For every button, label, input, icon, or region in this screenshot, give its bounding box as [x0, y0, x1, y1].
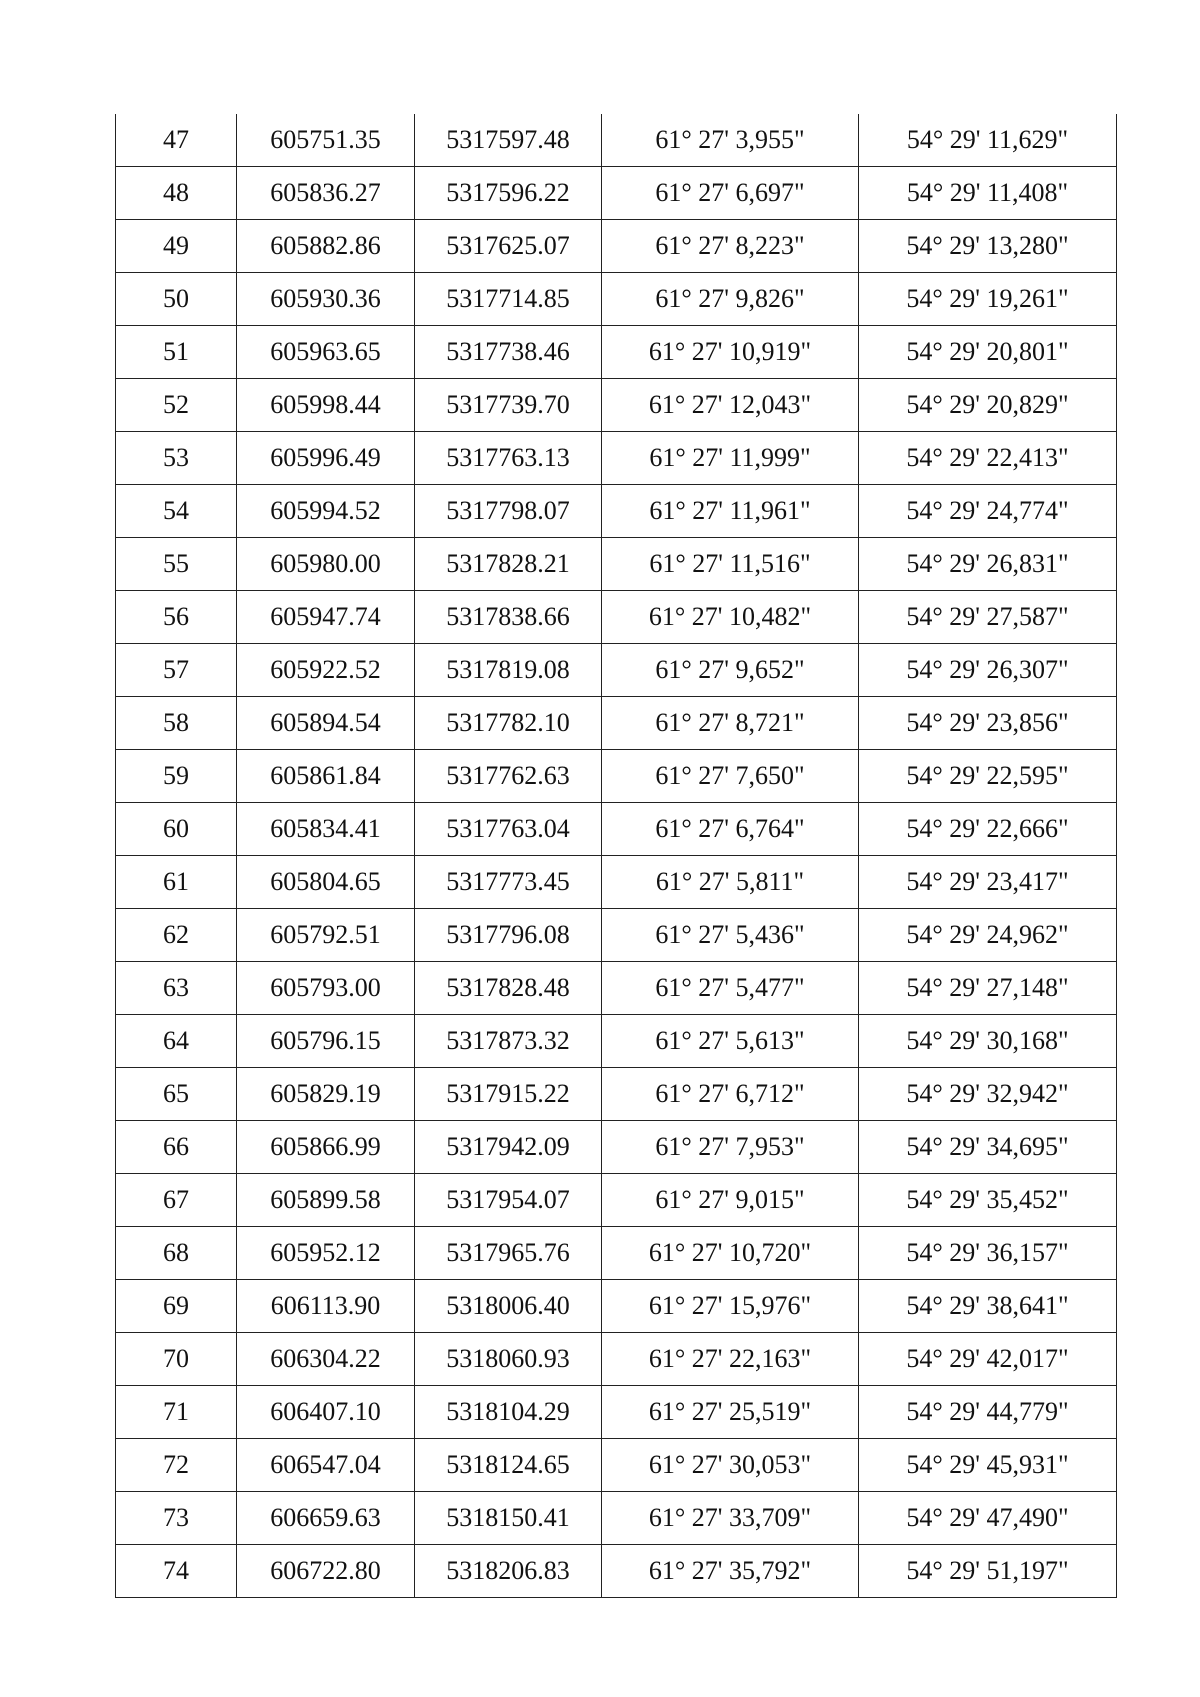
latitude-cell: 54° 29' 27,587" [859, 591, 1117, 644]
y-coordinate-cell: 5317738.46 [415, 326, 602, 379]
longitude-cell: 61° 27' 6,697" [602, 167, 859, 220]
longitude-cell: 61° 27' 6,712" [602, 1068, 859, 1121]
latitude-cell: 54° 29' 47,490" [859, 1492, 1117, 1545]
point-number-cell: 48 [116, 167, 237, 220]
y-coordinate-cell: 5317796.08 [415, 909, 602, 962]
y-coordinate-cell: 5317739.70 [415, 379, 602, 432]
longitude-cell: 61° 27' 6,764" [602, 803, 859, 856]
latitude-cell: 54° 29' 44,779" [859, 1386, 1117, 1439]
latitude-cell: 54° 29' 11,408" [859, 167, 1117, 220]
x-coordinate-cell: 605796.15 [237, 1015, 415, 1068]
longitude-cell: 61° 27' 11,961" [602, 485, 859, 538]
point-number-cell: 64 [116, 1015, 237, 1068]
longitude-cell: 61° 27' 5,811" [602, 856, 859, 909]
x-coordinate-cell: 605804.65 [237, 856, 415, 909]
coordinates-table [115, 114, 1117, 1598]
point-number-cell: 67 [116, 1174, 237, 1227]
table-row [116, 1068, 1117, 1121]
longitude-cell: 61° 27' 5,436" [602, 909, 859, 962]
table-row [116, 326, 1117, 379]
y-coordinate-cell: 5317965.76 [415, 1227, 602, 1280]
table-row [116, 856, 1117, 909]
table-row [116, 1492, 1117, 1545]
x-coordinate-cell: 605994.52 [237, 485, 415, 538]
y-coordinate-cell: 5317954.07 [415, 1174, 602, 1227]
y-coordinate-cell: 5317915.22 [415, 1068, 602, 1121]
table-row [116, 803, 1117, 856]
point-number-cell: 57 [116, 644, 237, 697]
x-coordinate-cell: 605793.00 [237, 962, 415, 1015]
latitude-cell: 54° 29' 22,595" [859, 750, 1117, 803]
x-coordinate-cell: 605861.84 [237, 750, 415, 803]
point-number-cell: 49 [116, 220, 237, 273]
y-coordinate-cell: 5317762.63 [415, 750, 602, 803]
point-number-cell: 56 [116, 591, 237, 644]
table-row [116, 432, 1117, 485]
longitude-cell: 61° 27' 10,919" [602, 326, 859, 379]
longitude-cell: 61° 27' 5,477" [602, 962, 859, 1015]
longitude-cell: 61° 27' 10,482" [602, 591, 859, 644]
latitude-cell: 54° 29' 20,829" [859, 379, 1117, 432]
latitude-cell: 54° 29' 38,641" [859, 1280, 1117, 1333]
x-coordinate-cell: 605996.49 [237, 432, 415, 485]
longitude-cell: 61° 27' 5,613" [602, 1015, 859, 1068]
latitude-cell: 54° 29' 32,942" [859, 1068, 1117, 1121]
x-coordinate-cell: 605894.54 [237, 697, 415, 750]
y-coordinate-cell: 5317942.09 [415, 1121, 602, 1174]
latitude-cell: 54° 29' 13,280" [859, 220, 1117, 273]
table-row [116, 909, 1117, 962]
point-number-cell: 74 [116, 1545, 237, 1598]
point-number-cell: 50 [116, 273, 237, 326]
longitude-cell: 61° 27' 10,720" [602, 1227, 859, 1280]
longitude-cell: 61° 27' 7,650" [602, 750, 859, 803]
y-coordinate-cell: 5317819.08 [415, 644, 602, 697]
x-coordinate-cell: 605866.99 [237, 1121, 415, 1174]
y-coordinate-cell: 5317597.48 [415, 114, 602, 167]
x-coordinate-cell: 606722.80 [237, 1545, 415, 1598]
y-coordinate-cell: 5317873.32 [415, 1015, 602, 1068]
table-row [116, 485, 1117, 538]
latitude-cell: 54° 29' 23,417" [859, 856, 1117, 909]
x-coordinate-cell: 605836.27 [237, 167, 415, 220]
x-coordinate-cell: 606407.10 [237, 1386, 415, 1439]
longitude-cell: 61° 27' 9,652" [602, 644, 859, 697]
point-number-cell: 61 [116, 856, 237, 909]
latitude-cell: 54° 29' 22,666" [859, 803, 1117, 856]
x-coordinate-cell: 606113.90 [237, 1280, 415, 1333]
longitude-cell: 61° 27' 15,976" [602, 1280, 859, 1333]
point-number-cell: 62 [116, 909, 237, 962]
point-number-cell: 58 [116, 697, 237, 750]
latitude-cell: 54° 29' 22,413" [859, 432, 1117, 485]
y-coordinate-cell: 5318104.29 [415, 1386, 602, 1439]
table-row [116, 220, 1117, 273]
longitude-cell: 61° 27' 12,043" [602, 379, 859, 432]
table-row [116, 1015, 1117, 1068]
latitude-cell: 54° 29' 36,157" [859, 1227, 1117, 1280]
table-row [116, 1386, 1117, 1439]
x-coordinate-cell: 605930.36 [237, 273, 415, 326]
latitude-cell: 54° 29' 30,168" [859, 1015, 1117, 1068]
longitude-cell: 61° 27' 22,163" [602, 1333, 859, 1386]
table-row [116, 750, 1117, 803]
longitude-cell: 61° 27' 11,999" [602, 432, 859, 485]
point-number-cell: 66 [116, 1121, 237, 1174]
y-coordinate-cell: 5317625.07 [415, 220, 602, 273]
x-coordinate-cell: 605980.00 [237, 538, 415, 591]
latitude-cell: 54° 29' 19,261" [859, 273, 1117, 326]
table-row [116, 1333, 1117, 1386]
y-coordinate-cell: 5317828.21 [415, 538, 602, 591]
longitude-cell: 61° 27' 3,955" [602, 114, 859, 167]
x-coordinate-cell: 605922.52 [237, 644, 415, 697]
latitude-cell: 54° 29' 27,148" [859, 962, 1117, 1015]
longitude-cell: 61° 27' 9,826" [602, 273, 859, 326]
latitude-cell: 54° 29' 35,452" [859, 1174, 1117, 1227]
point-number-cell: 60 [116, 803, 237, 856]
x-coordinate-cell: 605751.35 [237, 114, 415, 167]
y-coordinate-cell: 5317838.66 [415, 591, 602, 644]
x-coordinate-cell: 606659.63 [237, 1492, 415, 1545]
y-coordinate-cell: 5317828.48 [415, 962, 602, 1015]
x-coordinate-cell: 606547.04 [237, 1439, 415, 1492]
latitude-cell: 54° 29' 42,017" [859, 1333, 1117, 1386]
longitude-cell: 61° 27' 9,015" [602, 1174, 859, 1227]
table-row [116, 1439, 1117, 1492]
point-number-cell: 52 [116, 379, 237, 432]
table-row [116, 1121, 1117, 1174]
y-coordinate-cell: 5317714.85 [415, 273, 602, 326]
point-number-cell: 70 [116, 1333, 237, 1386]
y-coordinate-cell: 5317782.10 [415, 697, 602, 750]
y-coordinate-cell: 5317773.45 [415, 856, 602, 909]
point-number-cell: 65 [116, 1068, 237, 1121]
point-number-cell: 54 [116, 485, 237, 538]
point-number-cell: 63 [116, 962, 237, 1015]
table-row [116, 167, 1117, 220]
y-coordinate-cell: 5317763.13 [415, 432, 602, 485]
longitude-cell: 61° 27' 8,721" [602, 697, 859, 750]
table-row [116, 1227, 1117, 1280]
y-coordinate-cell: 5318206.83 [415, 1545, 602, 1598]
x-coordinate-cell: 605829.19 [237, 1068, 415, 1121]
table-row [116, 538, 1117, 591]
coordinates-table-body [116, 114, 1117, 1598]
point-number-cell: 53 [116, 432, 237, 485]
point-number-cell: 47 [116, 114, 237, 167]
longitude-cell: 61° 27' 30,053" [602, 1439, 859, 1492]
table-row [116, 644, 1117, 697]
latitude-cell: 54° 29' 23,856" [859, 697, 1117, 750]
point-number-cell: 72 [116, 1439, 237, 1492]
table-row [116, 697, 1117, 750]
x-coordinate-cell: 606304.22 [237, 1333, 415, 1386]
point-number-cell: 71 [116, 1386, 237, 1439]
y-coordinate-cell: 5317763.04 [415, 803, 602, 856]
longitude-cell: 61° 27' 25,519" [602, 1386, 859, 1439]
x-coordinate-cell: 605882.86 [237, 220, 415, 273]
x-coordinate-cell: 605998.44 [237, 379, 415, 432]
x-coordinate-cell: 605963.65 [237, 326, 415, 379]
latitude-cell: 54° 29' 26,307" [859, 644, 1117, 697]
latitude-cell: 54° 29' 51,197" [859, 1545, 1117, 1598]
y-coordinate-cell: 5318006.40 [415, 1280, 602, 1333]
latitude-cell: 54° 29' 45,931" [859, 1439, 1117, 1492]
point-number-cell: 59 [116, 750, 237, 803]
table-row [116, 379, 1117, 432]
y-coordinate-cell: 5318124.65 [415, 1439, 602, 1492]
point-number-cell: 51 [116, 326, 237, 379]
latitude-cell: 54° 29' 24,962" [859, 909, 1117, 962]
table-row [116, 114, 1117, 167]
table-row [116, 962, 1117, 1015]
x-coordinate-cell: 605952.12 [237, 1227, 415, 1280]
x-coordinate-cell: 605792.51 [237, 909, 415, 962]
y-coordinate-cell: 5317596.22 [415, 167, 602, 220]
longitude-cell: 61° 27' 11,516" [602, 538, 859, 591]
latitude-cell: 54° 29' 20,801" [859, 326, 1117, 379]
latitude-cell: 54° 29' 11,629" [859, 114, 1117, 167]
y-coordinate-cell: 5317798.07 [415, 485, 602, 538]
x-coordinate-cell: 605899.58 [237, 1174, 415, 1227]
table-row [116, 273, 1117, 326]
longitude-cell: 61° 27' 35,792" [602, 1545, 859, 1598]
table-row [116, 1280, 1117, 1333]
x-coordinate-cell: 605834.41 [237, 803, 415, 856]
latitude-cell: 54° 29' 26,831" [859, 538, 1117, 591]
table-row [116, 1545, 1117, 1598]
point-number-cell: 68 [116, 1227, 237, 1280]
table-row [116, 1174, 1117, 1227]
longitude-cell: 61° 27' 33,709" [602, 1492, 859, 1545]
point-number-cell: 73 [116, 1492, 237, 1545]
longitude-cell: 61° 27' 7,953" [602, 1121, 859, 1174]
point-number-cell: 55 [116, 538, 237, 591]
y-coordinate-cell: 5318060.93 [415, 1333, 602, 1386]
y-coordinate-cell: 5318150.41 [415, 1492, 602, 1545]
longitude-cell: 61° 27' 8,223" [602, 220, 859, 273]
latitude-cell: 54° 29' 34,695" [859, 1121, 1117, 1174]
table-row [116, 591, 1117, 644]
point-number-cell: 69 [116, 1280, 237, 1333]
latitude-cell: 54° 29' 24,774" [859, 485, 1117, 538]
x-coordinate-cell: 605947.74 [237, 591, 415, 644]
